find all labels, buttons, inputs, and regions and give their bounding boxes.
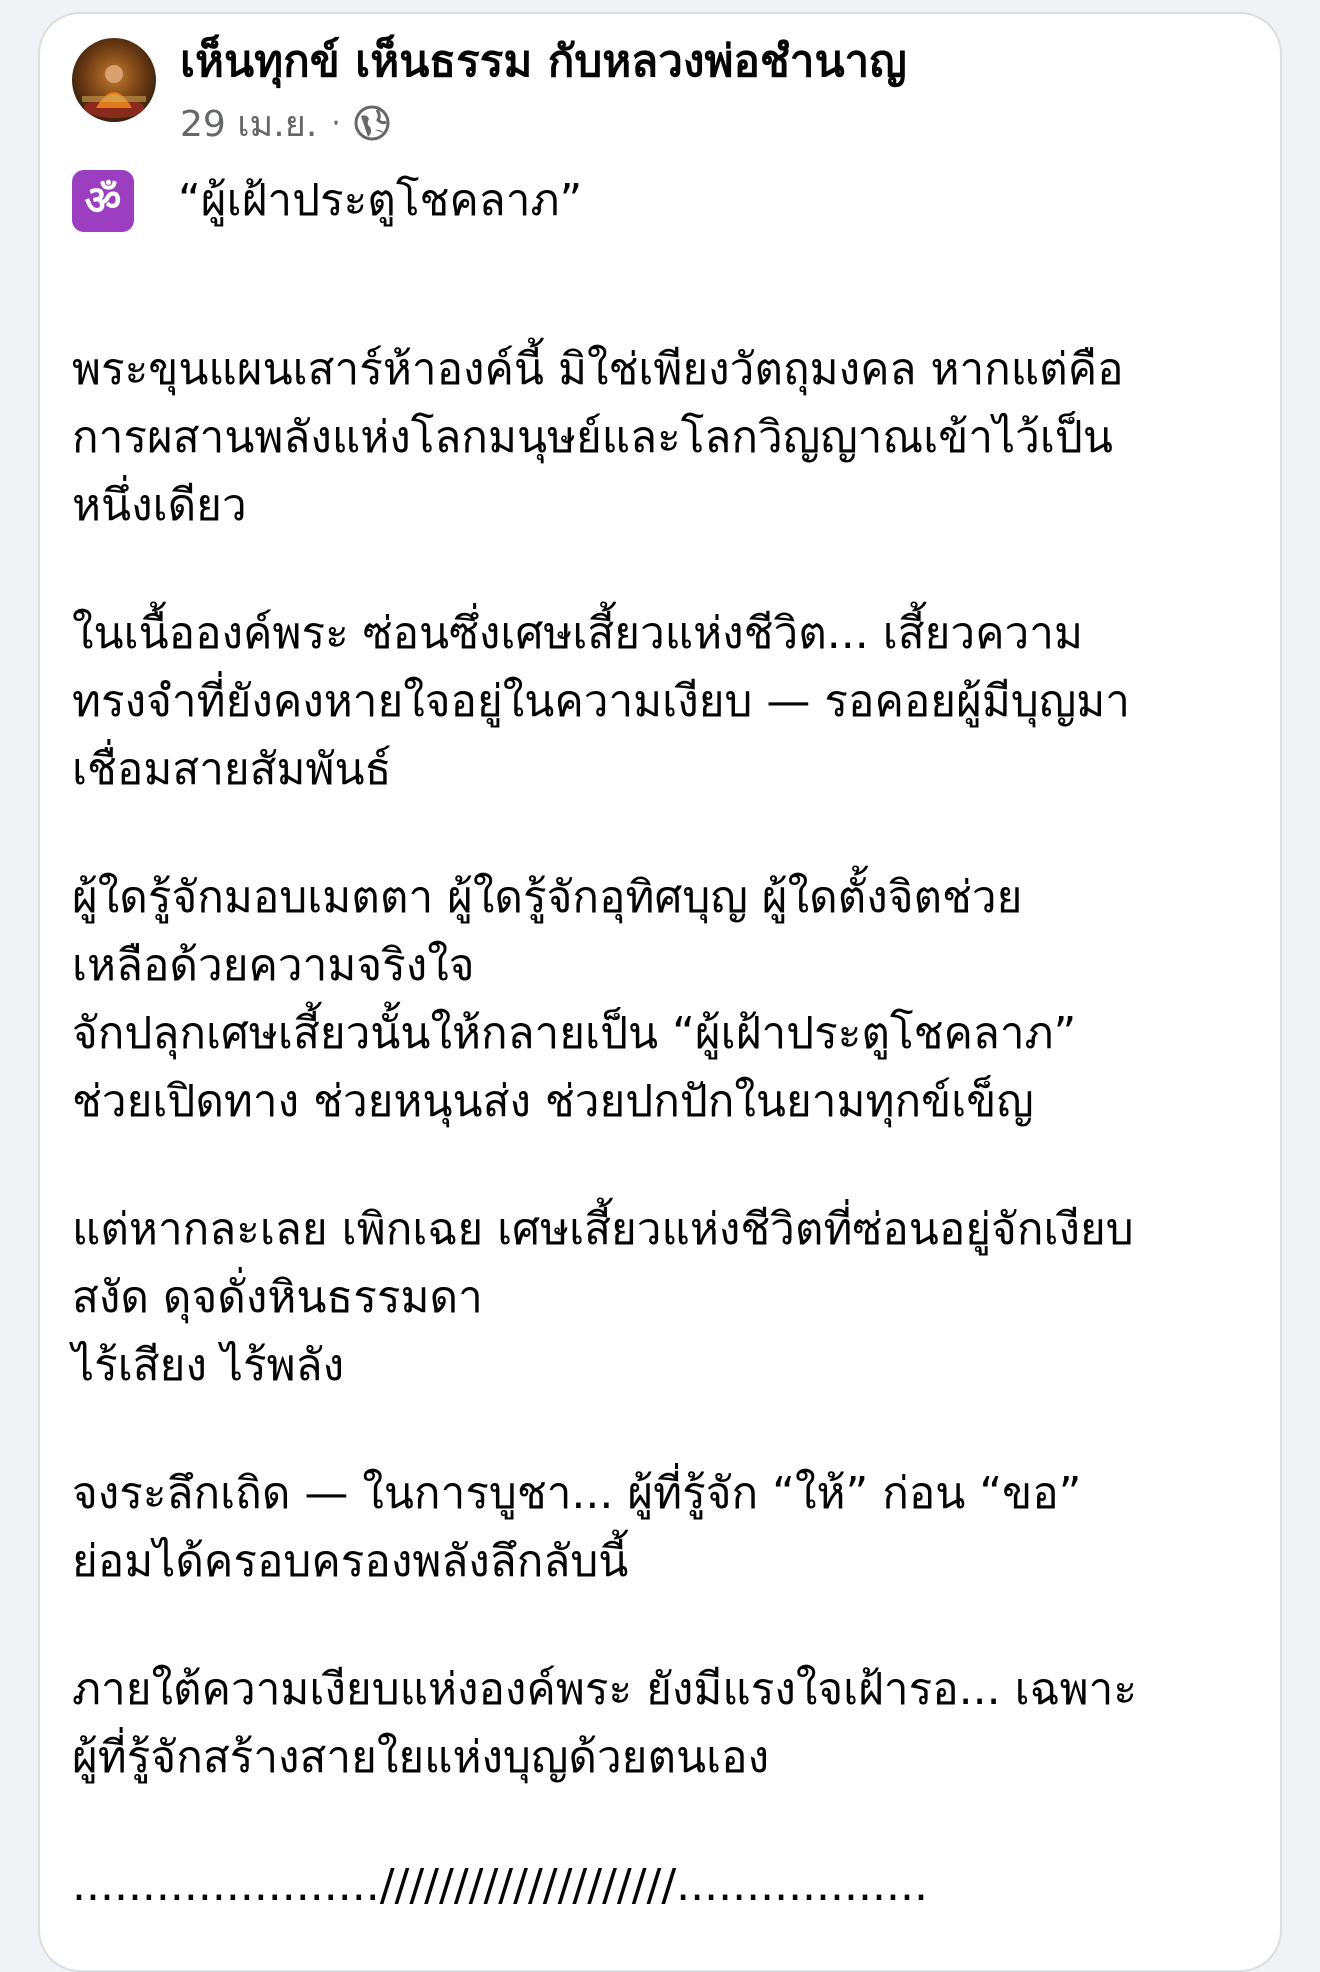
post-date[interactable]: 29 เม.ย. <box>180 103 318 145</box>
text-line: ผู้ใดรู้จักมอบเมตตา ผู้ใดรู้จักอุทิศบุญ ผู้ใดตั้งจิตช่วย <box>72 872 1023 923</box>
text-line: ในเนื้อองค์พระ ซ่อนซึ่งเศษเสี้ยวแห่งชีวิต... เสี้ยวความ <box>72 608 1083 659</box>
post-meta <box>180 98 393 148</box>
page-avatar[interactable] <box>72 38 156 122</box>
text-line: ทรงจำที่ยังคงหายใจอยู่ในความเงียบ — รอคอยผู้มีบุญมา <box>72 676 1130 727</box>
text-line: ย่อมได้ครอบครองพลังลึกลับนี้ <box>72 1536 629 1587</box>
meta-separator: · <box>331 105 341 141</box>
paragraph-3 <box>72 864 1262 1136</box>
om-icon: ॐ <box>72 170 134 232</box>
text-line: พระขุนแผนเสาร์ห้าองค์นี้ มิใช่เพียงวัตถุมงคล หากแต่คือ <box>72 344 1124 395</box>
post-headline <box>72 164 1262 238</box>
text-line: การผสานพลังแห่งโลกมนุษย์และโลกวิญญาณเข้าไว้เป็น <box>72 412 1113 463</box>
text-line: จักปลุกเศษเสี้ยวนั้นให้กลายเป็น “ผู้เฝ้าประตูโชคลาภ” <box>72 1008 1077 1059</box>
text-line: ผู้ที่รู้จักสร้างสายใยแห่งบุญด้วยตนเอง <box>72 1732 770 1783</box>
headline-text: “ผู้เฝ้าประตูโชคลาภ” <box>178 175 583 226</box>
text-line: ภายใต้ความเงียบแห่งองค์พระ ยังมีแรงใจเฝ้ารอ... เฉพาะ <box>72 1664 1137 1715</box>
paragraph-1 <box>72 336 1262 540</box>
text-line: ไร้เสียง ไร้พลัง <box>72 1340 345 1391</box>
divider-line <box>72 1852 1262 1920</box>
paragraph-4 <box>72 1196 1262 1400</box>
text-line: หนึ่งเดียว <box>72 480 247 531</box>
text-line: สงัด ดุจดั่งหินธรรมดา <box>72 1272 483 1323</box>
text-line: แต่หากละเลย เพิกเฉย เศษเสี้ยวแห่งชีวิตที่ซ่อนอยู่จักเงียบ <box>72 1204 1134 1255</box>
paragraph-6 <box>72 1656 1262 1792</box>
text-line: เหลือด้วยความจริงใจ <box>72 940 475 991</box>
text-line: จงระลึกเถิด — ในการบูชา... ผู้ที่รู้จัก “ให้” ก่อน “ขอ” <box>72 1468 1082 1519</box>
text-line: เชื่อมสายสัมพันธ์ <box>72 744 392 795</box>
page-name-link[interactable]: เห็นทุกข์ เห็นธรรม กับหลวงพ่อชำนาญ <box>180 36 907 87</box>
globe-icon[interactable] <box>351 102 393 144</box>
post-body <box>72 164 1262 1920</box>
paragraph-2 <box>72 600 1262 804</box>
text-line: ......................////////////////////.................. <box>72 1860 928 1911</box>
text-line: ช่วยเปิดทาง ช่วยหนุนส่ง ช่วยปกปักในยามทุกข์เข็ญ <box>72 1076 1034 1127</box>
paragraph-5 <box>72 1460 1262 1596</box>
